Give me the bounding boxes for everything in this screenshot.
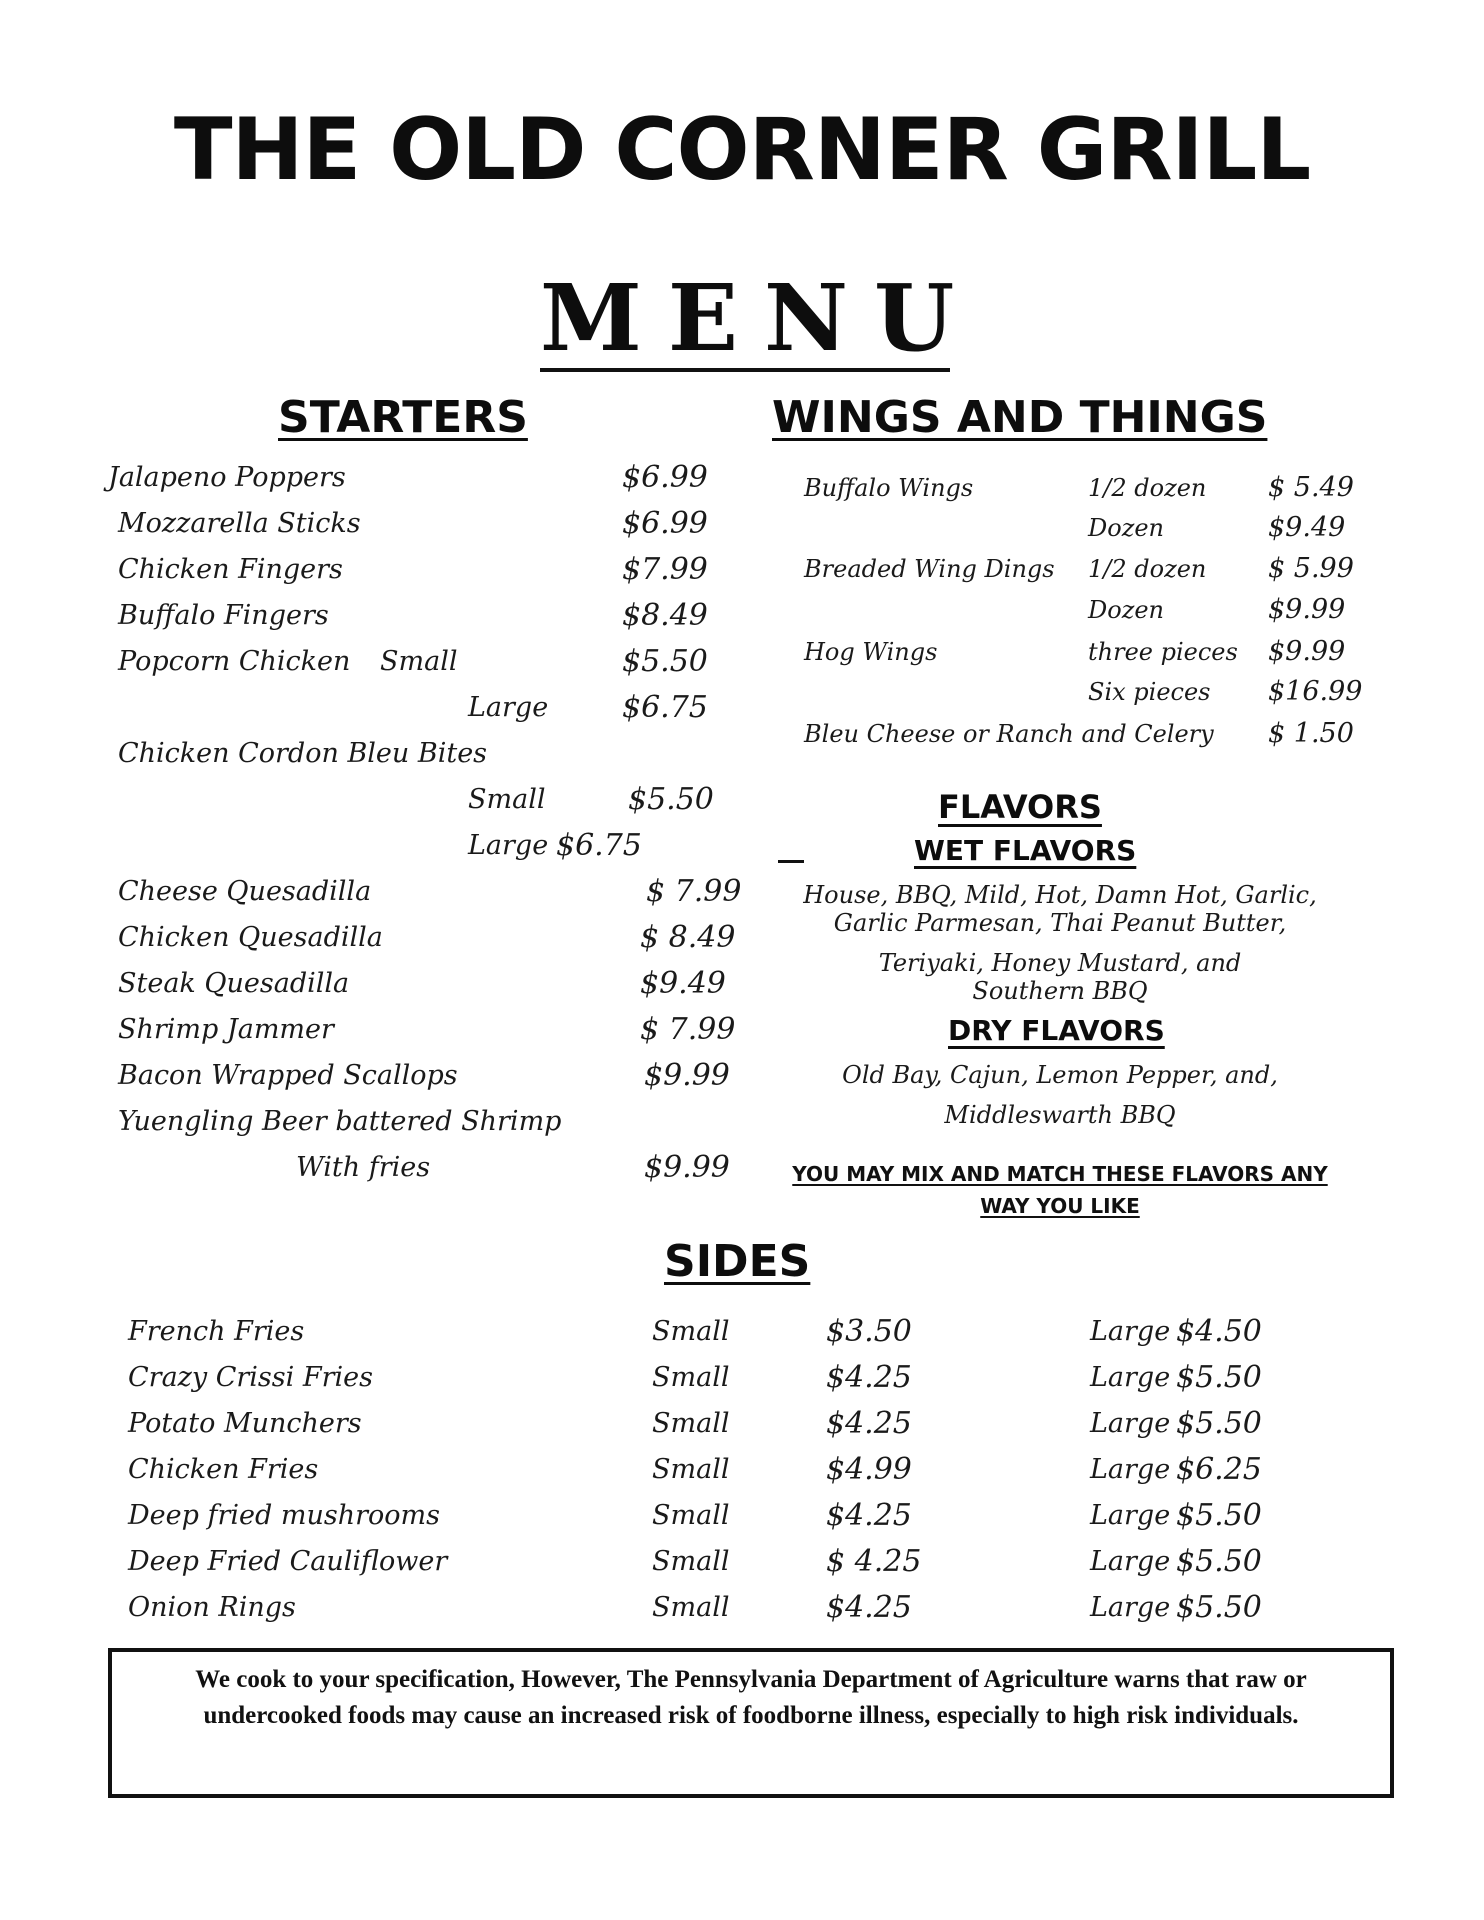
side-small-label: Small — [652, 1500, 730, 1531]
wet-flavors-heading: WET FLAVORS — [914, 834, 1137, 867]
side-large-price: $5.50 — [1176, 1360, 1262, 1395]
starter-name: Popcorn Chicken — [118, 646, 351, 677]
dry-flavors-line: Old Bay, Cajun, Lemon Pepper, and, — [842, 1061, 1278, 1089]
menu-heading: MENU — [540, 264, 981, 372]
wet-flavors-line: House, BBQ, Mild, Hot, Damn Hot, Garlic, — [803, 881, 1317, 909]
side-large-price: $5.50 — [1176, 1544, 1262, 1579]
side-large-price: $4.50 — [1176, 1314, 1262, 1349]
side-large-label: Large — [1090, 1454, 1171, 1485]
side-small-price: $4.25 — [826, 1498, 912, 1533]
starter-price: $5.50 — [622, 644, 708, 679]
wing-name: Hog Wings — [804, 638, 938, 666]
side-large-price: $5.50 — [1176, 1406, 1262, 1441]
starter-size: Large — [468, 692, 549, 723]
starter-size: Small — [380, 646, 458, 677]
side-name: Deep fried mushrooms — [128, 1500, 440, 1531]
restaurant-title: THE OLD CORNER GRILL — [173, 100, 1311, 200]
wing-size: 1/2 dozen — [1088, 555, 1207, 583]
mix-match-note: YOU MAY MIX AND MATCH THESE FLAVORS ANY — [792, 1162, 1328, 1186]
wings-heading: WINGS AND THINGS — [772, 392, 1268, 443]
side-small-price: $4.99 — [826, 1452, 912, 1487]
starter-price: $6.99 — [622, 506, 708, 541]
dry-flavors-heading: DRY FLAVORS — [948, 1014, 1165, 1047]
side-large-label: Large — [1090, 1500, 1171, 1531]
starter-price: $7.99 — [622, 552, 708, 587]
starter-name: Buffalo Fingers — [118, 600, 329, 631]
wing-price: $9.99 — [1268, 636, 1346, 667]
side-small-price: $4.25 — [826, 1406, 912, 1441]
wet-flavors-line: Garlic Parmesan, Thai Peanut Butter, — [833, 909, 1287, 937]
side-large-price: $5.50 — [1176, 1498, 1262, 1533]
side-name: Onion Rings — [128, 1592, 296, 1623]
starter-name: Cheese Quesadilla — [118, 876, 372, 907]
starter-name: Yuengling Beer battered Shrimp — [118, 1106, 562, 1137]
wing-price: $16.99 — [1268, 676, 1363, 707]
side-large-label: Large — [1090, 1408, 1171, 1439]
starter-price: $6.75 — [556, 828, 642, 863]
side-small-label: Small — [652, 1546, 730, 1577]
wing-price: $9.99 — [1268, 594, 1346, 625]
side-small-price: $4.25 — [826, 1590, 912, 1625]
wing-name: Buffalo Wings — [804, 474, 974, 502]
starter-price: $9.49 — [640, 966, 726, 1001]
dash-mark — [778, 860, 804, 863]
starter-size: Small — [468, 784, 546, 815]
side-large-label: Large — [1090, 1362, 1171, 1393]
starter-price: $ 7.99 — [646, 874, 742, 909]
starter-name: Shrimp Jammer — [118, 1014, 334, 1045]
starter-price: $ 7.99 — [640, 1012, 736, 1047]
sides-heading: SIDES — [664, 1236, 811, 1287]
side-small-label: Small — [652, 1362, 730, 1393]
starter-name: Steak Quesadilla — [118, 968, 350, 999]
wing-price: $ 1.50 — [1268, 718, 1354, 749]
flavors-heading: FLAVORS — [938, 788, 1102, 826]
starter-price: $ 8.49 — [640, 920, 736, 955]
wet-flavors-line: Southern BBQ — [972, 977, 1148, 1005]
wing-size: Dozen — [1088, 596, 1164, 624]
side-name: Deep Fried Cauliflower — [128, 1546, 448, 1577]
wing-price: $ 5.49 — [1268, 472, 1354, 503]
side-name: Potato Munchers — [128, 1408, 362, 1439]
starter-name: Mozzarella Sticks — [118, 508, 361, 539]
side-large-price: $6.25 — [1176, 1452, 1262, 1487]
starters-heading: STARTERS — [278, 392, 528, 443]
starter-name: Chicken Cordon Bleu Bites — [118, 738, 488, 769]
wing-size: Dozen — [1088, 514, 1164, 542]
starter-price: $6.75 — [622, 690, 708, 725]
dry-flavors-line: Middleswarth BBQ — [944, 1101, 1176, 1129]
starter-price: $6.99 — [622, 460, 708, 495]
starter-price: $8.49 — [622, 598, 708, 633]
side-small-label: Small — [652, 1408, 730, 1439]
wing-name: Breaded Wing Dings — [804, 555, 1055, 583]
wing-name: Bleu Cheese or Ranch and Celery — [804, 720, 1214, 748]
starter-name: Chicken Fingers — [118, 554, 343, 585]
side-small-label: Small — [652, 1592, 730, 1623]
starter-price: $5.50 — [628, 782, 714, 817]
wet-flavors-line: Teriyaki, Honey Mustard, and — [878, 949, 1242, 977]
wing-size: three pieces — [1088, 638, 1238, 666]
wing-price: $ 5.99 — [1268, 553, 1354, 584]
side-small-price: $3.50 — [826, 1314, 912, 1349]
mix-match-note: WAY YOU LIKE — [980, 1194, 1140, 1218]
starter-name: Chicken Quesadilla — [118, 922, 383, 953]
side-large-label: Large — [1090, 1316, 1171, 1347]
side-large-price: $5.50 — [1176, 1590, 1262, 1625]
wing-size: 1/2 dozen — [1088, 474, 1207, 502]
starter-name: With fries — [296, 1152, 431, 1183]
wing-size: Six pieces — [1088, 678, 1211, 706]
side-small-price: $ 4.25 — [826, 1544, 922, 1579]
starter-size: Large — [468, 830, 549, 861]
side-small-label: Small — [652, 1316, 730, 1347]
side-name: Chicken Fries — [128, 1454, 319, 1485]
wing-price: $9.49 — [1268, 512, 1346, 543]
starter-name: Jalapeno Poppers — [108, 462, 346, 493]
side-large-label: Large — [1090, 1546, 1171, 1577]
side-small-price: $4.25 — [826, 1360, 912, 1395]
side-name: French Fries — [128, 1316, 305, 1347]
starter-price: $9.99 — [644, 1058, 730, 1093]
side-large-label: Large — [1090, 1592, 1171, 1623]
side-small-label: Small — [652, 1454, 730, 1485]
starter-price: $9.99 — [644, 1150, 730, 1185]
food-safety-notice: We cook to your specification, However, The Pennsylvania Department of Agriculture warns that raw or undercooked foods may cause an increased risk of foodborne illness, especially to high risk individuals. — [108, 1648, 1394, 1798]
side-name: Crazy Crissi Fries — [128, 1362, 373, 1393]
starter-name: Bacon Wrapped Scallops — [118, 1060, 458, 1091]
